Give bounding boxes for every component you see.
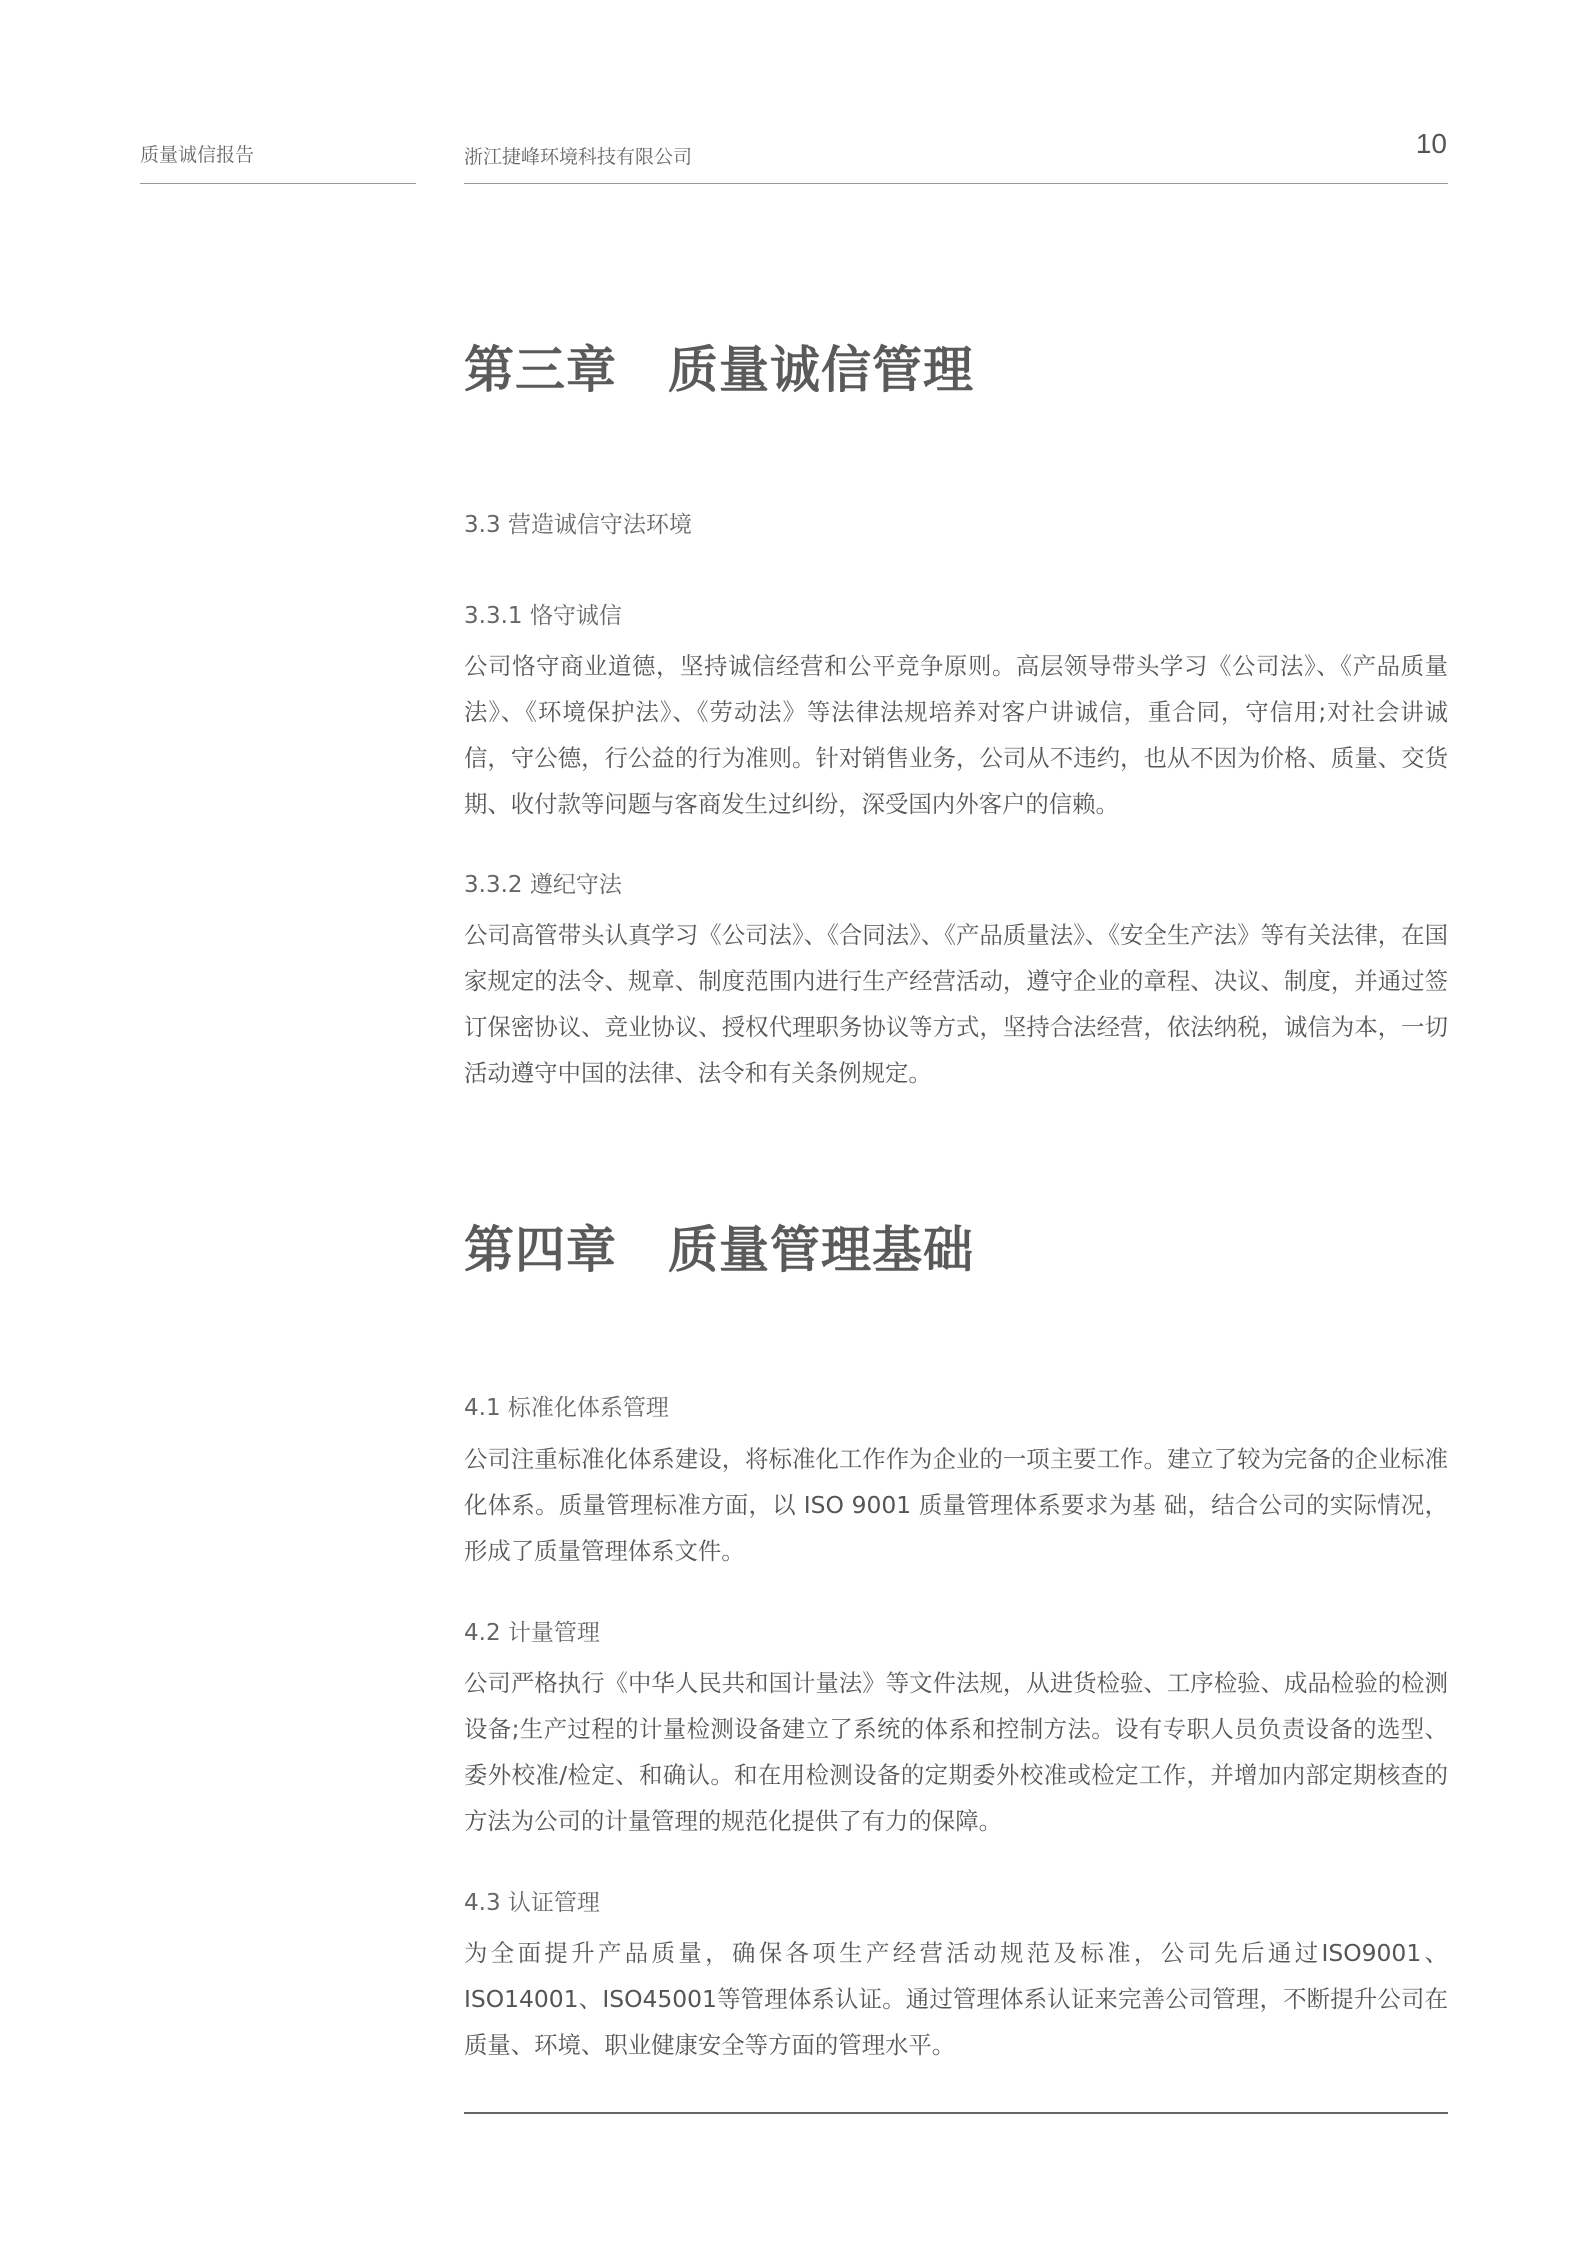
section-4-2-heading: 4.2 计量管理	[464, 1620, 600, 1646]
header-left-divider	[140, 183, 416, 184]
section-4-1-text: 公司注重标准化体系建设，将标准化工作作为企业的一项主要工作。建立了较为完备的企业标准化体系。质量管理标准方面，以 ISO 9001 质量管理体系要求为基 础，结合公司的实际情况，形成了质量管理体系文件。	[464, 1445, 1448, 1565]
chapter-4-title: 第四章 质量管理基础	[464, 1221, 974, 1279]
section-4-3-heading: 4.3 认证管理	[464, 1890, 600, 1916]
section-4-3-text: 为全面提升产品质量，确保各项生产经营活动规范及标准，公司先后通过ISO9001、ISO14001、ISO45001等管理体系认证。通过管理体系认证来完善公司管理，不断提升公司在质量、环境、职业健康安全等方面的管理水平。	[464, 1939, 1448, 2059]
section-3-3-2-heading: 3.3.2 遵纪守法	[464, 872, 622, 898]
page-number: 10	[1415, 128, 1447, 159]
report-title: 质量诚信报告	[140, 144, 255, 166]
company-name: 浙江捷峰环境科技有限公司	[464, 146, 693, 168]
header-right-divider	[464, 183, 1448, 184]
section-3-3-heading: 3.3 营造诚信守法环境	[464, 512, 692, 538]
chapter-3-title: 第三章 质量诚信管理	[464, 341, 974, 399]
section-3-3-1-heading: 3.3.1 恪守诚信	[464, 603, 622, 629]
section-4-2-text: 公司严格执行《中华人民共和国计量法》等文件法规，从进货检验、工序检验、成品检验的检测设备;生产过程的计量检测设备建立了系统的体系和控制方法。设有专职人员负责设备的选型、委外校准/检定、和确认。和在用检测设备的定期委外校准或检定工作，并增加内部定期核查的方法为公司的计量管理的规范化提供了有力的保障。	[464, 1669, 1448, 1835]
section-3-3-2-text: 公司高管带头认真学习《公司法》、《合同法》、《产品质量法》、《安全生产法》等有关法律，在国家规定的法令、规章、制度范围内进行生产经营活动，遵守企业的章程、决议、制度，并通过签订保密协议、竞业协议、授权代理职务协议等方式，坚持合法经营，依法纳税，诚信为本，一切活动遵守中国的法律、法令和有关条例规定。	[464, 921, 1448, 1087]
footer-divider	[464, 2112, 1448, 2114]
section-3-3-1-text: 公司恪守商业道德，坚持诚信经营和公平竞争原则。高层领导带头学习《公司法》、《产品质量法》、《环境保护法》、《劳动法》等法律法规培养对客户讲诚信，重合同，守信用;对社会讲诚信，守公德，行公益的行为准则。针对销售业务，公司从不违约，也从不因为价格、质量、交货期、收付款等问题与客商发生过纠纷，深受国内外客户的信赖。	[464, 652, 1448, 818]
section-4-1-heading: 4.1 标准化体系管理	[464, 1395, 669, 1421]
